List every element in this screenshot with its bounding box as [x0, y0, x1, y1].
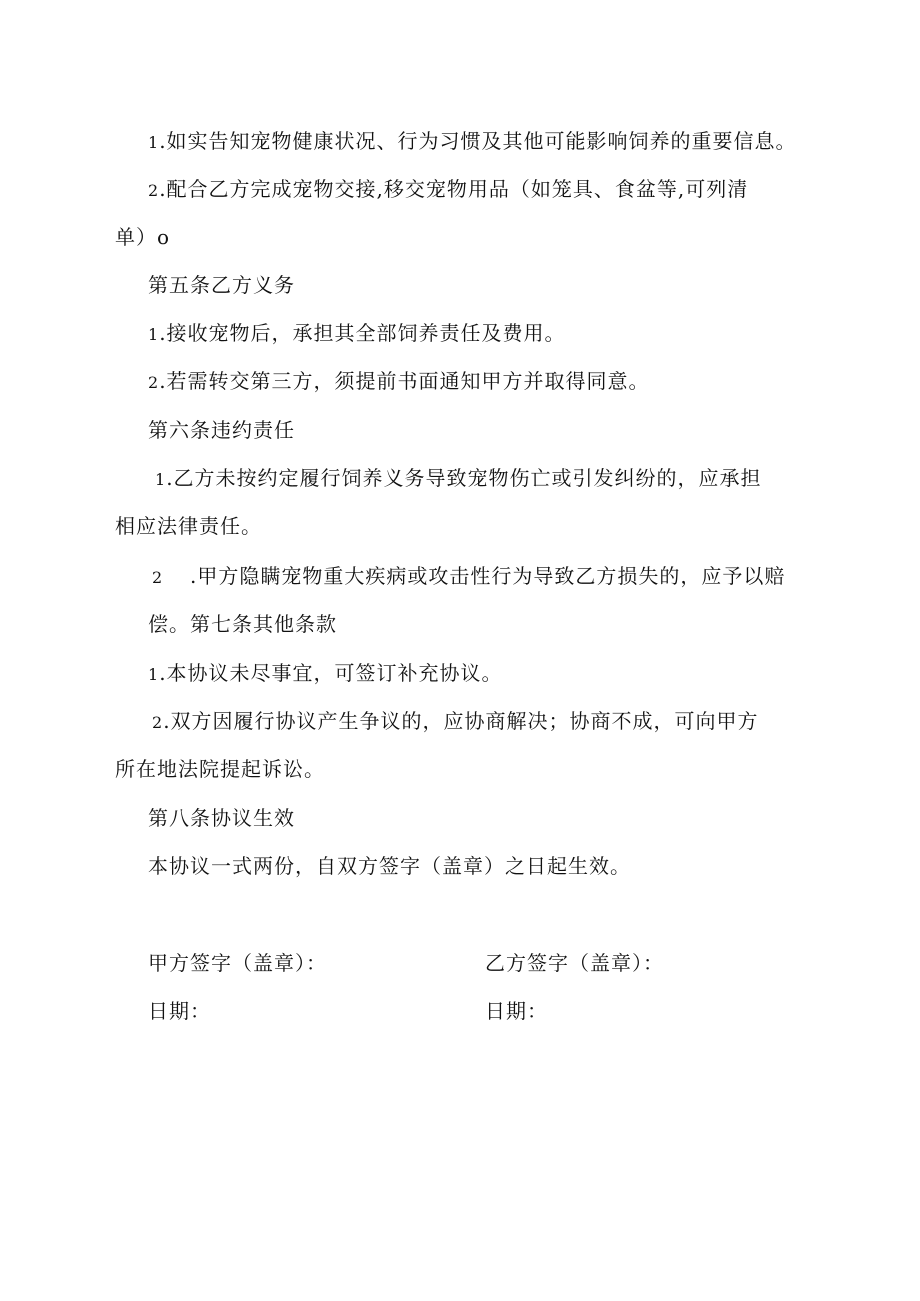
- item-number: 1: [155, 470, 167, 489]
- clause-6-item-1: [155, 464, 762, 494]
- clause-6-title: 第六条违约责任: [148, 418, 295, 442]
- item-number: 2: [148, 373, 160, 392]
- item-number: 1: [148, 325, 160, 344]
- item-number: 2: [148, 181, 160, 200]
- item-number: 1: [148, 133, 160, 152]
- clause-7-item-1: [148, 659, 503, 689]
- item-text: .双方因履行协议产生争议的，应协商解决；协商不成，可向甲方: [163, 709, 759, 733]
- party-a-signature-label: 甲方签字（盖章）：: [148, 951, 327, 975]
- clause-7-item-2-continued: 所在地法院提起诉讼。: [115, 757, 325, 781]
- item-number: 1: [148, 665, 160, 684]
- clause-6-item-1-continued: 相应法律责任。: [115, 514, 262, 538]
- party-b-date-label: 日期：: [485, 999, 548, 1023]
- clause-5-title: 第五条乙方义务: [148, 273, 295, 297]
- item-number: 2: [152, 713, 164, 732]
- clause-4-item-2-continued: 单）o: [115, 225, 171, 249]
- item-text: .配合乙方完成宠物交接,移交宠物用品（如笼具、食盆等,可列清: [159, 177, 749, 201]
- clause-6-item-2: [152, 562, 785, 592]
- item-text: .乙方未按约定履行饲养义务导致宠物伤亡或引发纠纷的，应承担: [166, 466, 762, 490]
- item-text: .若需转交第三方，须提前书面通知甲方并取得同意。: [159, 369, 650, 393]
- item-text: .接收宠物后，承担其全部饲养责任及费用。: [159, 321, 566, 345]
- clause-8-title: 第八条协议生效: [148, 806, 295, 830]
- clause-5-item-1: [148, 319, 566, 349]
- clause-4-item-1: [148, 127, 797, 157]
- clause-8-body: 本协议一式两份，自双方签字（盖章）之日起生效。: [148, 854, 631, 878]
- party-b-signature-label: 乙方签字（盖章）：: [485, 951, 664, 975]
- item-text: .本协议未尽事宜，可签订补充协议。: [159, 661, 503, 685]
- item-text: .如实告知宠物健康状况、行为习惯及其他可能影响饲养的重要信息。: [159, 129, 797, 153]
- clause-7-item-2: [152, 707, 759, 737]
- clause-5-item-2: [148, 367, 650, 397]
- item-text: .甲方隐瞒宠物重大疾病或攻击性行为导致乙方损失的，应予以赔: [190, 564, 786, 588]
- item-number: 2: [152, 568, 164, 587]
- party-a-date-label: 日期：: [148, 999, 211, 1023]
- clause-4-item-2: [148, 175, 748, 205]
- clause-6-item-2-continued: 偿。第七条其他条款: [148, 612, 337, 636]
